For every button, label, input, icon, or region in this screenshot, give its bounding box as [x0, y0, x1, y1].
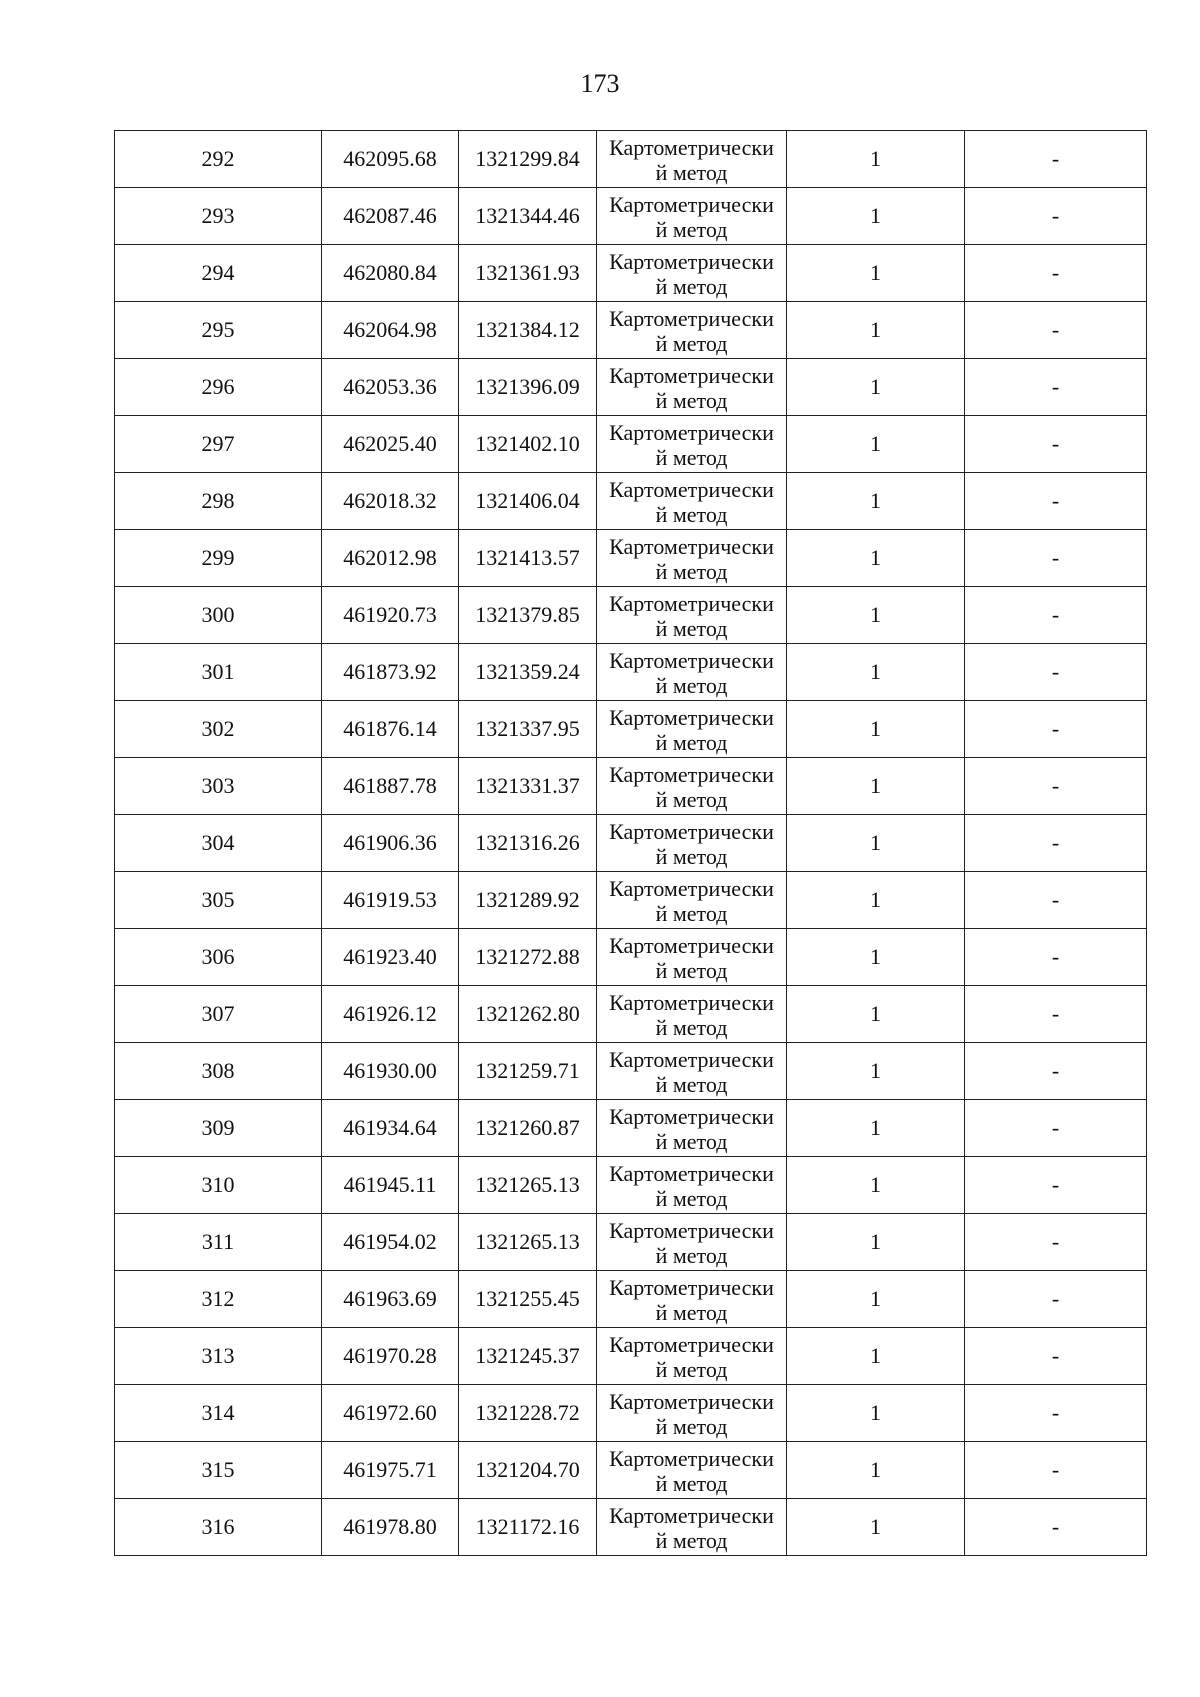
- table-row: [115, 416, 1147, 473]
- point-number-cell: 297: [115, 416, 322, 473]
- method-text-line1: Картометрически: [609, 1104, 774, 1129]
- method-text-line1: Картометрически: [609, 192, 774, 217]
- method-text-line1: Картометрически: [609, 477, 774, 502]
- method-text-line1: Картометрически: [609, 420, 774, 445]
- table-row: [115, 1271, 1147, 1328]
- method-cell: [597, 188, 787, 245]
- note-cell: -: [965, 1043, 1147, 1100]
- x-coordinate-cell: 462012.98: [322, 530, 459, 587]
- accuracy-cell: 1: [787, 1385, 965, 1442]
- accuracy-cell: 1: [787, 1499, 965, 1556]
- y-coordinate-cell: 1321406.04: [459, 473, 597, 530]
- y-coordinate-cell: 1321262.80: [459, 986, 597, 1043]
- method-text-line2: й метод: [655, 958, 728, 983]
- x-coordinate-cell: 461873.92: [322, 644, 459, 701]
- point-number-cell: 304: [115, 815, 322, 872]
- accuracy-cell: 1: [787, 1043, 965, 1100]
- table-row: [115, 929, 1147, 986]
- method-text-line1: Картометрически: [609, 1332, 774, 1357]
- accuracy-cell: 1: [787, 872, 965, 929]
- method-cell: [597, 1442, 787, 1499]
- method-cell: [597, 758, 787, 815]
- table-row: [115, 1499, 1147, 1556]
- y-coordinate-cell: 1321272.88: [459, 929, 597, 986]
- method-text-line1: Картометрически: [609, 1047, 774, 1072]
- table-row: [115, 986, 1147, 1043]
- method-text-line1: Картометрически: [609, 933, 774, 958]
- method-text-line1: Картометрически: [609, 1503, 774, 1528]
- accuracy-cell: 1: [787, 815, 965, 872]
- note-cell: -: [965, 1214, 1147, 1271]
- accuracy-cell: 1: [787, 644, 965, 701]
- x-coordinate-cell: 461923.40: [322, 929, 459, 986]
- table-row: [115, 245, 1147, 302]
- note-cell: -: [965, 758, 1147, 815]
- method-text-line2: й метод: [655, 559, 728, 584]
- method-text-line2: й метод: [655, 1528, 728, 1553]
- method-text-line1: Картометрически: [609, 1446, 774, 1471]
- method-cell: [597, 1328, 787, 1385]
- x-coordinate-cell: 461972.60: [322, 1385, 459, 1442]
- x-coordinate-cell: 461945.11: [322, 1157, 459, 1214]
- point-number-cell: 296: [115, 359, 322, 416]
- method-cell: [597, 1100, 787, 1157]
- x-coordinate-cell: 461919.53: [322, 872, 459, 929]
- accuracy-cell: 1: [787, 530, 965, 587]
- method-text-line1: Картометрически: [609, 990, 774, 1015]
- accuracy-cell: 1: [787, 359, 965, 416]
- method-cell: [597, 815, 787, 872]
- y-coordinate-cell: 1321384.12: [459, 302, 597, 359]
- method-text-line2: й метод: [655, 1072, 728, 1097]
- method-text-line2: й метод: [655, 901, 728, 926]
- accuracy-cell: 1: [787, 1100, 965, 1157]
- method-cell: [597, 416, 787, 473]
- table-row: [115, 587, 1147, 644]
- method-cell: [597, 359, 787, 416]
- y-coordinate-cell: 1321331.37: [459, 758, 597, 815]
- method-cell: [597, 644, 787, 701]
- table-row: [115, 1442, 1147, 1499]
- method-text-line1: Картометрически: [609, 1218, 774, 1243]
- method-text-line1: Картометрически: [609, 1161, 774, 1186]
- x-coordinate-cell: 461934.64: [322, 1100, 459, 1157]
- accuracy-cell: 1: [787, 758, 965, 815]
- x-coordinate-cell: 461978.80: [322, 1499, 459, 1556]
- y-coordinate-cell: 1321259.71: [459, 1043, 597, 1100]
- x-coordinate-cell: 462095.68: [322, 131, 459, 188]
- y-coordinate-cell: 1321265.13: [459, 1157, 597, 1214]
- method-cell: [597, 872, 787, 929]
- point-number-cell: 299: [115, 530, 322, 587]
- x-coordinate-cell: 461920.73: [322, 587, 459, 644]
- point-number-cell: 308: [115, 1043, 322, 1100]
- note-cell: -: [965, 1442, 1147, 1499]
- method-text-line2: й метод: [655, 1414, 728, 1439]
- method-text-line2: й метод: [655, 1471, 728, 1496]
- table-row: [115, 644, 1147, 701]
- note-cell: -: [965, 1157, 1147, 1214]
- method-text-line1: Картометрически: [609, 1275, 774, 1300]
- accuracy-cell: 1: [787, 587, 965, 644]
- x-coordinate-cell: 461954.02: [322, 1214, 459, 1271]
- method-text-line2: й метод: [655, 445, 728, 470]
- accuracy-cell: 1: [787, 1271, 965, 1328]
- x-coordinate-cell: 461970.28: [322, 1328, 459, 1385]
- table-row: [115, 815, 1147, 872]
- y-coordinate-cell: 1321344.46: [459, 188, 597, 245]
- method-text-line1: Картометрически: [609, 363, 774, 388]
- accuracy-cell: 1: [787, 1214, 965, 1271]
- y-coordinate-cell: 1321260.87: [459, 1100, 597, 1157]
- accuracy-cell: 1: [787, 701, 965, 758]
- note-cell: -: [965, 1328, 1147, 1385]
- table-row: [115, 302, 1147, 359]
- table-row: [115, 1043, 1147, 1100]
- point-number-cell: 315: [115, 1442, 322, 1499]
- accuracy-cell: 1: [787, 1328, 965, 1385]
- method-text-line2: й метод: [655, 673, 728, 698]
- note-cell: -: [965, 1271, 1147, 1328]
- table-row: [115, 872, 1147, 929]
- point-number-cell: 314: [115, 1385, 322, 1442]
- point-number-cell: 310: [115, 1157, 322, 1214]
- method-cell: [597, 986, 787, 1043]
- y-coordinate-cell: 1321228.72: [459, 1385, 597, 1442]
- point-number-cell: 306: [115, 929, 322, 986]
- table-row: [115, 1100, 1147, 1157]
- note-cell: -: [965, 872, 1147, 929]
- note-cell: -: [965, 359, 1147, 416]
- method-text-line2: й метод: [655, 274, 728, 299]
- method-cell: [597, 131, 787, 188]
- table-body: [115, 131, 1147, 1556]
- method-text-line1: Картометрически: [609, 819, 774, 844]
- y-coordinate-cell: 1321172.16: [459, 1499, 597, 1556]
- y-coordinate-cell: 1321255.45: [459, 1271, 597, 1328]
- note-cell: -: [965, 587, 1147, 644]
- x-coordinate-cell: 461963.69: [322, 1271, 459, 1328]
- table-row: [115, 701, 1147, 758]
- table-row: [115, 1385, 1147, 1442]
- note-cell: -: [965, 530, 1147, 587]
- note-cell: -: [965, 473, 1147, 530]
- table-row: [115, 1214, 1147, 1271]
- accuracy-cell: 1: [787, 188, 965, 245]
- y-coordinate-cell: 1321245.37: [459, 1328, 597, 1385]
- x-coordinate-cell: 462087.46: [322, 188, 459, 245]
- y-coordinate-cell: 1321402.10: [459, 416, 597, 473]
- method-text-line1: Картометрически: [609, 648, 774, 673]
- note-cell: -: [965, 701, 1147, 758]
- accuracy-cell: 1: [787, 302, 965, 359]
- note-cell: -: [965, 1385, 1147, 1442]
- y-coordinate-cell: 1321379.85: [459, 587, 597, 644]
- method-cell: [597, 701, 787, 758]
- note-cell: -: [965, 131, 1147, 188]
- method-cell: [597, 1385, 787, 1442]
- note-cell: -: [965, 1499, 1147, 1556]
- point-number-cell: 307: [115, 986, 322, 1043]
- method-cell: [597, 1043, 787, 1100]
- method-text-line2: й метод: [655, 160, 728, 185]
- x-coordinate-cell: 461887.78: [322, 758, 459, 815]
- point-number-cell: 303: [115, 758, 322, 815]
- method-text-line2: й метод: [655, 1357, 728, 1382]
- y-coordinate-cell: 1321316.26: [459, 815, 597, 872]
- table-row: [115, 473, 1147, 530]
- accuracy-cell: 1: [787, 245, 965, 302]
- method-text-line2: й метод: [655, 787, 728, 812]
- y-coordinate-cell: 1321265.13: [459, 1214, 597, 1271]
- accuracy-cell: 1: [787, 131, 965, 188]
- table-row: [115, 359, 1147, 416]
- note-cell: -: [965, 986, 1147, 1043]
- point-number-cell: 292: [115, 131, 322, 188]
- note-cell: -: [965, 188, 1147, 245]
- y-coordinate-cell: 1321337.95: [459, 701, 597, 758]
- point-number-cell: 309: [115, 1100, 322, 1157]
- method-text-line1: Картометрически: [609, 135, 774, 160]
- method-cell: [597, 1157, 787, 1214]
- x-coordinate-cell: 461906.36: [322, 815, 459, 872]
- method-cell: [597, 245, 787, 302]
- page-number: 173: [580, 69, 620, 98]
- method-text-line2: й метод: [655, 502, 728, 527]
- point-number-cell: 312: [115, 1271, 322, 1328]
- table-row: [115, 758, 1147, 815]
- x-coordinate-cell: 461926.12: [322, 986, 459, 1043]
- method-text-line2: й метод: [655, 1186, 728, 1211]
- method-text-line2: й метод: [655, 730, 728, 755]
- accuracy-cell: 1: [787, 473, 965, 530]
- table-row: [115, 131, 1147, 188]
- point-number-cell: 302: [115, 701, 322, 758]
- point-number-cell: 295: [115, 302, 322, 359]
- method-text-line2: й метод: [655, 1300, 728, 1325]
- method-text-line2: й метод: [655, 388, 728, 413]
- method-text-line1: Картометрически: [609, 306, 774, 331]
- y-coordinate-cell: 1321359.24: [459, 644, 597, 701]
- method-text-line2: й метод: [655, 331, 728, 356]
- method-cell: [597, 929, 787, 986]
- x-coordinate-cell: 461930.00: [322, 1043, 459, 1100]
- method-text-line2: й метод: [655, 616, 728, 641]
- method-text-line2: й метод: [655, 1243, 728, 1268]
- point-number-cell: 301: [115, 644, 322, 701]
- x-coordinate-cell: 462080.84: [322, 245, 459, 302]
- point-number-cell: 298: [115, 473, 322, 530]
- x-coordinate-cell: 461975.71: [322, 1442, 459, 1499]
- method-text-line1: Картометрически: [609, 534, 774, 559]
- note-cell: -: [965, 416, 1147, 473]
- method-cell: [597, 530, 787, 587]
- method-text-line1: Картометрически: [609, 762, 774, 787]
- accuracy-cell: 1: [787, 929, 965, 986]
- method-text-line2: й метод: [655, 1129, 728, 1154]
- y-coordinate-cell: 1321204.70: [459, 1442, 597, 1499]
- x-coordinate-cell: 462053.36: [322, 359, 459, 416]
- table-row: [115, 1157, 1147, 1214]
- method-cell: [597, 1271, 787, 1328]
- note-cell: -: [965, 1100, 1147, 1157]
- point-number-cell: 311: [115, 1214, 322, 1271]
- method-text-line2: й метод: [655, 844, 728, 869]
- x-coordinate-cell: 462064.98: [322, 302, 459, 359]
- note-cell: -: [965, 302, 1147, 359]
- accuracy-cell: 1: [787, 1442, 965, 1499]
- point-number-cell: 300: [115, 587, 322, 644]
- method-text-line1: Картометрически: [609, 876, 774, 901]
- table-row: [115, 1328, 1147, 1385]
- x-coordinate-cell: 462025.40: [322, 416, 459, 473]
- point-number-cell: 316: [115, 1499, 322, 1556]
- accuracy-cell: 1: [787, 986, 965, 1043]
- point-number-cell: 313: [115, 1328, 322, 1385]
- note-cell: -: [965, 929, 1147, 986]
- method-text-line1: Картометрически: [609, 249, 774, 274]
- method-cell: [597, 302, 787, 359]
- point-number-cell: 294: [115, 245, 322, 302]
- method-cell: [597, 587, 787, 644]
- method-cell: [597, 473, 787, 530]
- method-cell: [597, 1214, 787, 1271]
- note-cell: -: [965, 644, 1147, 701]
- point-number-cell: 305: [115, 872, 322, 929]
- method-cell: [597, 1499, 787, 1556]
- y-coordinate-cell: 1321396.09: [459, 359, 597, 416]
- y-coordinate-cell: 1321361.93: [459, 245, 597, 302]
- table-row: [115, 530, 1147, 587]
- method-text-line1: Картометрически: [609, 705, 774, 730]
- y-coordinate-cell: 1321299.84: [459, 131, 597, 188]
- accuracy-cell: 1: [787, 1157, 965, 1214]
- note-cell: -: [965, 245, 1147, 302]
- y-coordinate-cell: 1321289.92: [459, 872, 597, 929]
- point-number-cell: 293: [115, 188, 322, 245]
- x-coordinate-cell: 461876.14: [322, 701, 459, 758]
- accuracy-cell: 1: [787, 416, 965, 473]
- note-cell: -: [965, 815, 1147, 872]
- method-text-line1: Картометрически: [609, 1389, 774, 1414]
- method-text-line2: й метод: [655, 1015, 728, 1040]
- x-coordinate-cell: 462018.32: [322, 473, 459, 530]
- y-coordinate-cell: 1321413.57: [459, 530, 597, 587]
- table-row: [115, 188, 1147, 245]
- method-text-line1: Картометрически: [609, 591, 774, 616]
- method-text-line2: й метод: [655, 217, 728, 242]
- coordinates-table: [114, 130, 1147, 1556]
